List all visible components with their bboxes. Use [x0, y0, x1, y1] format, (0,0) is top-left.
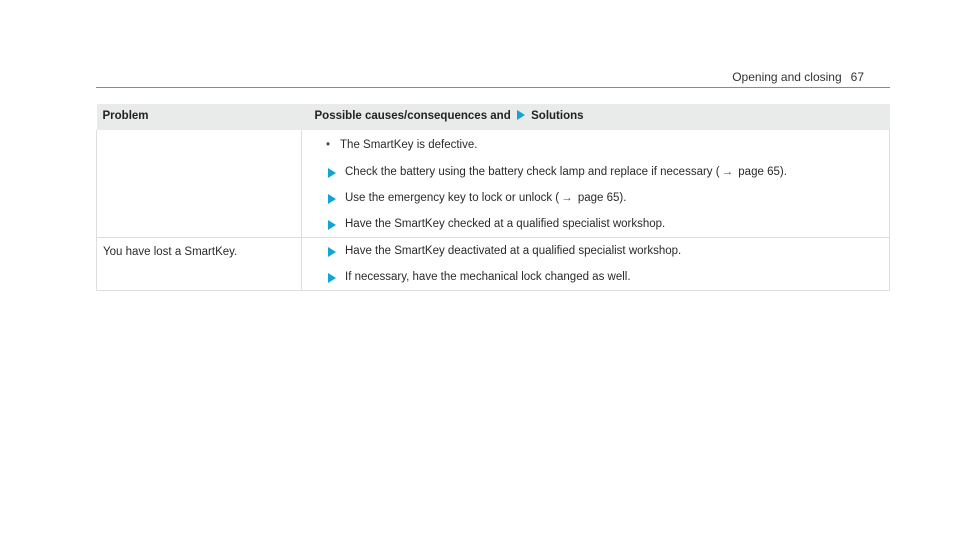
column-header-solutions — [302, 104, 890, 130]
page-number: 67 — [850, 70, 864, 84]
section-title: Opening and closing — [732, 70, 842, 84]
column-header-problem: Problem — [97, 104, 302, 130]
problem-cell — [97, 130, 302, 238]
column-header-solutions-suffix: Solutions — [531, 110, 584, 122]
solution-step — [326, 217, 889, 231]
page-reference[interactable]: page 65). — [735, 166, 787, 178]
cause-bullet — [326, 138, 889, 152]
step-text: Use the emergency key to lock or unlock ( — [345, 192, 560, 204]
table-header-row — [97, 104, 890, 130]
column-header-solutions-prefix: Possible causes/consequences and — [314, 110, 511, 122]
cause-text: The SmartKey is defective. — [340, 139, 478, 151]
page-reference[interactable]: page 65). — [574, 192, 627, 204]
page-reference-arrow: → — [721, 166, 734, 178]
bullet-dot-icon: • — [326, 139, 331, 151]
solutions-cell — [302, 130, 890, 238]
step-arrow-icon — [328, 247, 336, 257]
step-text: Have the SmartKey deactivated at a qualified specialist workshop. — [345, 245, 682, 257]
step-text: If necessary, have the mechanical lock changed as well. — [345, 271, 631, 283]
page-header — [732, 70, 864, 84]
solutions-cell — [302, 238, 890, 291]
step-arrow-icon — [328, 220, 336, 230]
step-arrow-icon — [328, 168, 336, 178]
solution-step — [326, 270, 889, 284]
step-arrow-icon — [328, 273, 336, 283]
page-reference-arrow: → — [561, 192, 573, 204]
solution-arrow-icon — [517, 110, 525, 120]
troubleshooting-table — [96, 104, 890, 291]
step-arrow-icon — [328, 194, 336, 204]
solution-step — [326, 244, 889, 258]
step-text: Check the battery using the battery check lamp and replace if necessary ( — [345, 166, 720, 178]
step-text: Have the SmartKey checked at a qualified specialist workshop. — [345, 218, 666, 230]
problem-cell: You have lost a SmartKey. — [97, 238, 302, 291]
table-row — [97, 238, 890, 291]
solution-step — [326, 191, 889, 205]
header-rule — [96, 87, 890, 88]
table-row — [97, 130, 890, 238]
solution-step — [326, 165, 889, 179]
